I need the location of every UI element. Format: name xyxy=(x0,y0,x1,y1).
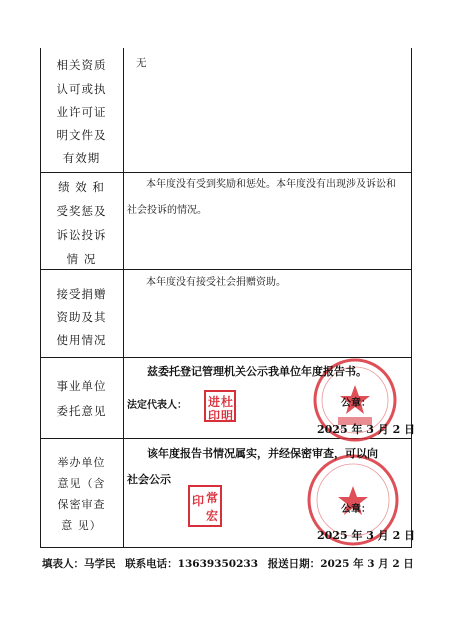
seal-label: 公章： xyxy=(341,398,371,409)
seal-char: 宏 xyxy=(206,509,219,523)
filler-name: 马学民 xyxy=(84,558,116,570)
opinion-date: 2025 年 3 月 2 日 xyxy=(317,423,416,436)
seal-char: 进 xyxy=(208,395,221,409)
seal-char: 印 xyxy=(192,494,205,508)
legal-rep-seal xyxy=(204,390,236,422)
row-label-line: 明文件及 xyxy=(56,128,107,142)
seal-char: 印 xyxy=(208,409,221,423)
filler-label: 填表人： xyxy=(42,558,84,570)
phone-label: 联系电话： xyxy=(125,558,178,570)
row-content: 本年度没有接受社会捐赠资助。 xyxy=(146,277,286,288)
row-label-line: 委托意见 xyxy=(56,404,107,418)
report-date: 2025 年 3 月 2 日 xyxy=(320,558,414,570)
sponsor-statement-line: 该年度报告书情况属实，并经保密审查，可以向 xyxy=(147,447,378,460)
row-divider-2 xyxy=(40,269,412,270)
seal-char: 常 xyxy=(206,491,219,505)
row-label-line: 使用情况 xyxy=(56,333,107,347)
row-label-line: 诉讼投诉 xyxy=(56,228,107,242)
row-label-line: 事业单位 xyxy=(56,379,107,393)
phone-number: 13639350233 xyxy=(177,558,259,570)
legal-rep-label: 法定代表人： xyxy=(127,400,187,411)
row-label-line: 业许可证 xyxy=(56,105,107,119)
sponsor-statement-line: 社会公示 xyxy=(127,473,171,486)
table-column-divider xyxy=(123,48,124,548)
row-content-line: 本年度没有受到奖励和惩处。本年度没有出现涉及诉讼和 xyxy=(146,179,396,190)
row-label-line: 相关资质 xyxy=(56,58,107,72)
row-label-line: 保密审查 xyxy=(57,498,106,511)
row-label-line: 认可或执 xyxy=(56,82,107,96)
seal-char: 杜 xyxy=(221,395,234,409)
row-label-line: 资助及其 xyxy=(56,310,107,324)
delegation-statement: 兹委托登记管理机关公示我单位年度报告书。 xyxy=(147,365,367,378)
row-divider-1 xyxy=(40,172,412,173)
seal-char: 明 xyxy=(221,409,234,423)
sponsor-personal-seal xyxy=(188,485,222,527)
row-label-line: 绩 效 和 xyxy=(58,180,105,194)
seal-label: 公章： xyxy=(341,504,371,515)
table-border-right xyxy=(411,48,412,548)
row-label-line: 有效期 xyxy=(62,151,101,165)
row-label-line: 举办单位 xyxy=(57,456,106,469)
row-label-line: 情 况 xyxy=(66,252,97,266)
footer xyxy=(42,556,414,571)
row-content: 无 xyxy=(136,57,147,69)
opinion-date: 2025 年 3 月 2 日 xyxy=(317,529,416,542)
row-content-line: 社会投诉的情况。 xyxy=(127,205,207,216)
row-label-line: 受奖惩及 xyxy=(56,204,107,218)
row-label-line: 意 见） xyxy=(61,519,102,532)
row-label-line: 接受捐赠 xyxy=(56,287,107,301)
row-label-line: 意见（含 xyxy=(57,477,106,490)
report-date-label: 报送日期： xyxy=(267,558,321,570)
